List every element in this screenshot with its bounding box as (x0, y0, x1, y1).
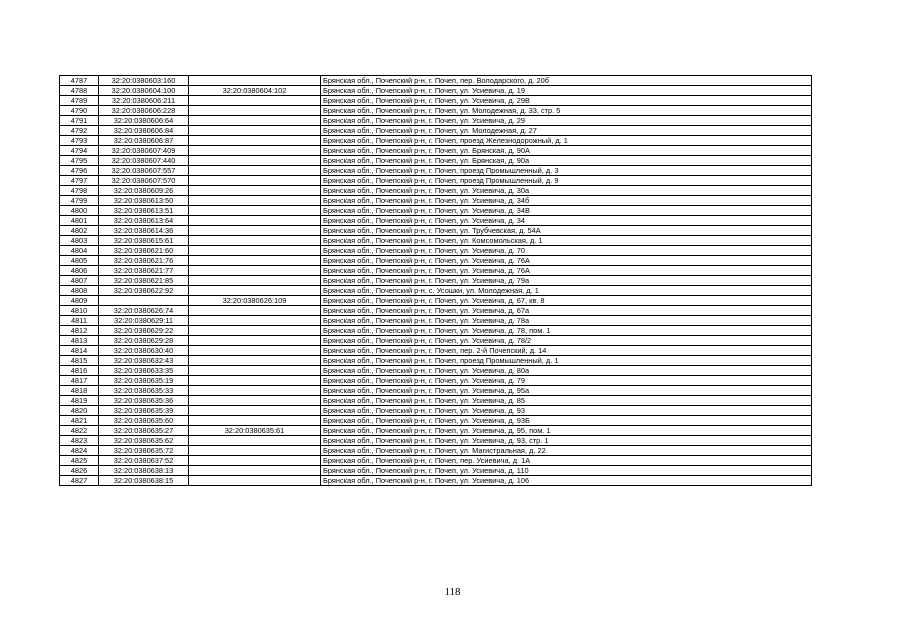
address-cell: Брянская обл., Почепский р-н, г. Почеп, пер. 2-й Почепский, д. 14 (321, 346, 812, 356)
table-row (60, 96, 812, 106)
related-cadastral-number-cell (189, 126, 321, 136)
cadastral-number-cell: 32:20:0380607:570 (99, 176, 189, 186)
row-number-cell: 4805 (60, 256, 99, 266)
row-number-cell: 4812 (60, 326, 99, 336)
cadastral-number-cell: 32:20:0380635:33 (99, 386, 189, 396)
address-cell: Брянская обл., Почепский р-н, г. Почеп, ул. Усиевича, д. 106 (321, 476, 812, 486)
related-cadastral-number-cell (189, 366, 321, 376)
table-row (60, 446, 812, 456)
address-cell: Брянская обл., Почепский р-н, г. Почеп, ул. Усиевича, д. 34 (321, 216, 812, 226)
address-cell: Брянская обл., Почепский р-н, г. Почеп, ул. Трубчевская, д. 54А (321, 226, 812, 236)
cadastral-number-cell: 32:20:0380629:22 (99, 326, 189, 336)
address-cell: Брянская обл., Почепский р-н, г. Почеп, ул. Усиевича, д. 30а (321, 186, 812, 196)
table-row (60, 306, 812, 316)
related-cadastral-number-cell (189, 216, 321, 226)
table-row (60, 176, 812, 186)
cadastral-number-cell: 32:20:0380606:84 (99, 126, 189, 136)
related-cadastral-number-cell (189, 166, 321, 176)
related-cadastral-number-cell (189, 286, 321, 296)
cadastral-number-cell: 32:20:0380603:160 (99, 76, 189, 86)
address-cell: Брянская обл., Почепский р-н, г. Почеп, ул. Усиевича, д. 29В (321, 96, 812, 106)
table-row (60, 166, 812, 176)
row-number-cell: 4815 (60, 356, 99, 366)
cadastral-number-cell: 32:20:0380606:211 (99, 96, 189, 106)
row-number-cell: 4808 (60, 286, 99, 296)
related-cadastral-number-cell (189, 246, 321, 256)
address-cell: Брянская обл., Почепский р-н, г. Почеп, ул. Усиевича, д. 67, кв. 8 (321, 296, 812, 306)
related-cadastral-number-cell (189, 396, 321, 406)
related-cadastral-number-cell (189, 106, 321, 116)
address-cell: Брянская обл., Почепский р-н, г. Почеп, ул. Усиевича, д. 67а (321, 306, 812, 316)
cadastral-number-cell: 32:20:0380606:228 (99, 106, 189, 116)
row-number-cell: 4823 (60, 436, 99, 446)
table-row (60, 216, 812, 226)
address-cell: Брянская обл., Почепский р-н, г. Почеп, ул. Усиевича, д. 95, пом. 1 (321, 426, 812, 436)
address-cell: Брянская обл., Почепский р-н, г. Почеп, ул. Комсомольская, д. 1 (321, 236, 812, 246)
table-row (60, 226, 812, 236)
address-cell: Брянская обл., Почепский р-н, г. Почеп, ул. Усиевича, д. 76А (321, 266, 812, 276)
table-row (60, 326, 812, 336)
related-cadastral-number-cell (189, 356, 321, 366)
row-number-cell: 4825 (60, 456, 99, 466)
table-row (60, 406, 812, 416)
row-number-cell: 4817 (60, 376, 99, 386)
address-cell: Брянская обл., Почепский р-н, г. Почеп, ул. Усиевича, д. 34б (321, 196, 812, 206)
cadastral-number-cell: 32:20:0380604:100 (99, 86, 189, 96)
table-row (60, 256, 812, 266)
cadastral-number-cell: 32:20:0380635:62 (99, 436, 189, 446)
row-number-cell: 4811 (60, 316, 99, 326)
cadastral-number-cell: 32:20:0380629:11 (99, 316, 189, 326)
address-cell: Брянская обл., Почепский р-н, г. Почеп, ул. Брянская, д. 90А (321, 146, 812, 156)
table-row (60, 416, 812, 426)
table-row (60, 456, 812, 466)
row-number-cell: 4820 (60, 406, 99, 416)
table-row (60, 146, 812, 156)
row-number-cell: 4800 (60, 206, 99, 216)
row-number-cell: 4789 (60, 96, 99, 106)
cadastral-number-cell: 32:20:0380621:60 (99, 246, 189, 256)
address-cell: Брянская обл., Почепский р-н, г. Почеп, ул. Магистральная, д. 22 (321, 446, 812, 456)
address-cell: Брянская обл., Почепский р-н, г. Почеп, ул. Усиевича, д. 93, стр. 1 (321, 436, 812, 446)
address-cell: Брянская обл., Почепский р-н, г. Почеп, ул. Усиевича, д. 76А (321, 256, 812, 266)
row-number-cell: 4801 (60, 216, 99, 226)
cadastral-number-cell: 32:20:0380635:36 (99, 396, 189, 406)
related-cadastral-number-cell (189, 456, 321, 466)
cadastral-number-cell: 32:20:0380633:35 (99, 366, 189, 376)
related-cadastral-number-cell (189, 116, 321, 126)
cadastral-number-cell: 32:20:0380621:76 (99, 256, 189, 266)
address-cell: Брянская обл., Почепский р-н, г. Почеп, проезд Промышленный, д. 9 (321, 176, 812, 186)
row-number-cell: 4798 (60, 186, 99, 196)
address-cell: Брянская обл., Почепский р-н, г. Почеп, ул. Усиевича, д. 34В (321, 206, 812, 216)
address-cell: Брянская обл., Почепский р-н, г. Почеп, ул. Молодежная, д. 27 (321, 126, 812, 136)
table-row (60, 136, 812, 146)
address-cell: Брянская обл., Почепский р-н, г. Почеп, ул. Усиевича, д. 78/2 (321, 336, 812, 346)
related-cadastral-number-cell (189, 446, 321, 456)
row-number-cell: 4824 (60, 446, 99, 456)
table-row (60, 396, 812, 406)
table-row (60, 236, 812, 246)
cadastral-number-cell: 32:20:0380607:409 (99, 146, 189, 156)
related-cadastral-number-cell (189, 226, 321, 236)
related-cadastral-number-cell (189, 436, 321, 446)
cadastral-number-cell: 32:20:0380613:51 (99, 206, 189, 216)
row-number-cell: 4793 (60, 136, 99, 146)
cadastral-number-cell: 32:20:0380622:92 (99, 286, 189, 296)
address-cell: Брянская обл., Почепский р-н, г. Почеп, проезд Промышленный, д. 1 (321, 356, 812, 366)
row-number-cell: 4791 (60, 116, 99, 126)
row-number-cell: 4813 (60, 336, 99, 346)
cadastral-number-cell: 32:20:0380635:60 (99, 416, 189, 426)
cadastral-number-cell: 32:20:0380606:64 (99, 116, 189, 126)
cadastral-number-cell: 32:20:0380606:87 (99, 136, 189, 146)
cadastral-number-cell: 32:20:0380609:26 (99, 186, 189, 196)
row-number-cell: 4818 (60, 386, 99, 396)
related-cadastral-number-cell: 32:20:0380626:109 (189, 296, 321, 306)
row-number-cell: 4797 (60, 176, 99, 186)
table-row (60, 286, 812, 296)
address-cell: Брянская обл., Почепский р-н, г. Почеп, ул. Усиевича, д. 95а (321, 386, 812, 396)
row-number-cell: 4788 (60, 86, 99, 96)
related-cadastral-number-cell (189, 476, 321, 486)
row-number-cell: 4810 (60, 306, 99, 316)
table-row (60, 466, 812, 476)
row-number-cell: 4803 (60, 236, 99, 246)
table-row (60, 276, 812, 286)
row-number-cell: 4795 (60, 156, 99, 166)
related-cadastral-number-cell (189, 176, 321, 186)
address-cell: Брянская обл., Почепский р-н, г. Почеп, ул. Усиевича, д. 79а (321, 276, 812, 286)
related-cadastral-number-cell (189, 406, 321, 416)
address-cell: Брянская обл., Почепский р-н, г. Почеп, ул. Усиевича, д. 79 (321, 376, 812, 386)
cadastral-number-cell: 32:20:0380630:40 (99, 346, 189, 356)
table-row (60, 376, 812, 386)
address-cell: Брянская обл., Почепский р-н, г. Почеп, ул. Усиевича, д. 93Б (321, 416, 812, 426)
cadastral-number-cell: 32:20:0380607:557 (99, 166, 189, 176)
related-cadastral-number-cell (189, 266, 321, 276)
cadastral-number-cell: 32:20:0380632:43 (99, 356, 189, 366)
related-cadastral-number-cell (189, 196, 321, 206)
cadastral-number-cell: 32:20:0380614:36 (99, 226, 189, 236)
table-row (60, 336, 812, 346)
related-cadastral-number-cell (189, 186, 321, 196)
address-cell: Брянская обл., Почепский р-н, г. Почеп, ул. Усиевича, д. 93 (321, 406, 812, 416)
registry-table-body (60, 76, 812, 486)
row-number-cell: 4822 (60, 426, 99, 436)
related-cadastral-number-cell (189, 76, 321, 86)
cadastral-number-cell (99, 296, 189, 306)
related-cadastral-number-cell (189, 206, 321, 216)
row-number-cell: 4799 (60, 196, 99, 206)
address-cell: Брянская обл., Почепский р-н, г. Почеп, пер. Володарского, д. 20б (321, 76, 812, 86)
address-cell: Брянская обл., Почепский р-н, г. Почеп, ул. Усиевича, д. 78а (321, 316, 812, 326)
table-row (60, 186, 812, 196)
cadastral-number-cell: 32:20:0380613:50 (99, 196, 189, 206)
cadastral-number-cell: 32:20:0380615:61 (99, 236, 189, 246)
row-number-cell: 4804 (60, 246, 99, 256)
related-cadastral-number-cell: 32:20:0380604:102 (189, 86, 321, 96)
address-cell: Брянская обл., Почепский р-н, г. Почеп, ул. Усиевича, д. 85 (321, 396, 812, 406)
table-row (60, 206, 812, 216)
cadastral-number-cell: 32:20:0380621:77 (99, 266, 189, 276)
table-row (60, 106, 812, 116)
cadastral-number-cell: 32:20:0380613:64 (99, 216, 189, 226)
related-cadastral-number-cell (189, 376, 321, 386)
registry-table (59, 75, 812, 486)
cadastral-number-cell: 32:20:0380635:27 (99, 426, 189, 436)
row-number-cell: 4802 (60, 226, 99, 236)
cadastral-number-cell: 32:20:0380621:85 (99, 276, 189, 286)
address-cell: Брянская обл., Почепский р-н, г. Почеп, ул. Усиевича, д. 19 (321, 86, 812, 96)
address-cell: Брянская обл., Почепский р-н, г. Почеп, проезд Промышленный, д. 3 (321, 166, 812, 176)
table-row (60, 476, 812, 486)
cadastral-number-cell: 32:20:0380635:19 (99, 376, 189, 386)
address-cell: Брянская обл., Почепский р-н, с. Усошки, ул. Молодежная, д. 1 (321, 286, 812, 296)
table-row (60, 76, 812, 86)
row-number-cell: 4826 (60, 466, 99, 476)
address-cell: Брянская обл., Почепский р-н, г. Почеп, ул. Усиевича, д. 80а (321, 366, 812, 376)
cadastral-number-cell: 32:20:0380638:15 (99, 476, 189, 486)
cadastral-number-cell: 32:20:0380629:28 (99, 336, 189, 346)
table-row (60, 436, 812, 446)
table-row (60, 316, 812, 326)
cadastral-number-cell: 32:20:0380635:39 (99, 406, 189, 416)
table-row (60, 116, 812, 126)
related-cadastral-number-cell (189, 326, 321, 336)
address-cell: Брянская обл., Почепский р-н, г. Почеп, ул. Усиевича, д. 29 (321, 116, 812, 126)
related-cadastral-number-cell (189, 146, 321, 156)
row-number-cell: 4821 (60, 416, 99, 426)
table-row (60, 196, 812, 206)
cadastral-number-cell: 32:20:0380626:74 (99, 306, 189, 316)
table-row (60, 86, 812, 96)
related-cadastral-number-cell (189, 306, 321, 316)
row-number-cell: 4816 (60, 366, 99, 376)
table-row (60, 156, 812, 166)
related-cadastral-number-cell (189, 136, 321, 146)
related-cadastral-number-cell (189, 236, 321, 246)
cadastral-number-cell: 32:20:0380638:13 (99, 466, 189, 476)
table-row (60, 246, 812, 256)
row-number-cell: 4792 (60, 126, 99, 136)
address-cell: Брянская обл., Почепский р-н, г. Почеп, ул. Усиевича, д. 78, пом. 1 (321, 326, 812, 336)
row-number-cell: 4827 (60, 476, 99, 486)
table-row (60, 356, 812, 366)
related-cadastral-number-cell (189, 156, 321, 166)
address-cell: Брянская обл., Почепский р-н, г. Почеп, ул. Молодежная, д. 33, стр. 5 (321, 106, 812, 116)
related-cadastral-number-cell (189, 336, 321, 346)
table-row (60, 346, 812, 356)
related-cadastral-number-cell (189, 276, 321, 286)
row-number-cell: 4794 (60, 146, 99, 156)
address-cell: Брянская обл., Почепский р-н, г. Почеп, ул. Усиевича, д. 70 (321, 246, 812, 256)
address-cell: Брянская обл., Почепский р-н, г. Почеп, ул. Усиевича, д. 110 (321, 466, 812, 476)
cadastral-number-cell: 32:20:0380607:440 (99, 156, 189, 166)
row-number-cell: 4819 (60, 396, 99, 406)
related-cadastral-number-cell (189, 96, 321, 106)
address-cell: Брянская обл., Почепский р-н, г. Почеп, проезд Железнодорожный, д. 1 (321, 136, 812, 146)
cadastral-number-cell: 32:20:0380635:72 (99, 446, 189, 456)
cadastral-number-cell: 32:20:0380637:52 (99, 456, 189, 466)
page-number: 118 (444, 586, 461, 598)
table-row (60, 426, 812, 436)
table-row (60, 266, 812, 276)
related-cadastral-number-cell (189, 316, 321, 326)
row-number-cell: 4806 (60, 266, 99, 276)
address-cell: Брянская обл., Почепский р-н, г. Почеп, пер. Усиевича, д. 1А (321, 456, 812, 466)
related-cadastral-number-cell (189, 386, 321, 396)
address-cell: Брянская обл., Почепский р-н, г. Почеп, ул. Брянская, д. 90а (321, 156, 812, 166)
row-number-cell: 4796 (60, 166, 99, 176)
row-number-cell: 4787 (60, 76, 99, 86)
row-number-cell: 4809 (60, 296, 99, 306)
related-cadastral-number-cell (189, 416, 321, 426)
row-number-cell: 4814 (60, 346, 99, 356)
row-number-cell: 4790 (60, 106, 99, 116)
table-row (60, 386, 812, 396)
row-number-cell: 4807 (60, 276, 99, 286)
related-cadastral-number-cell (189, 346, 321, 356)
related-cadastral-number-cell (189, 256, 321, 266)
related-cadastral-number-cell (189, 466, 321, 476)
table-row (60, 126, 812, 136)
related-cadastral-number-cell: 32:20:0380635:61 (189, 426, 321, 436)
table-row (60, 296, 812, 306)
table-row (60, 366, 812, 376)
